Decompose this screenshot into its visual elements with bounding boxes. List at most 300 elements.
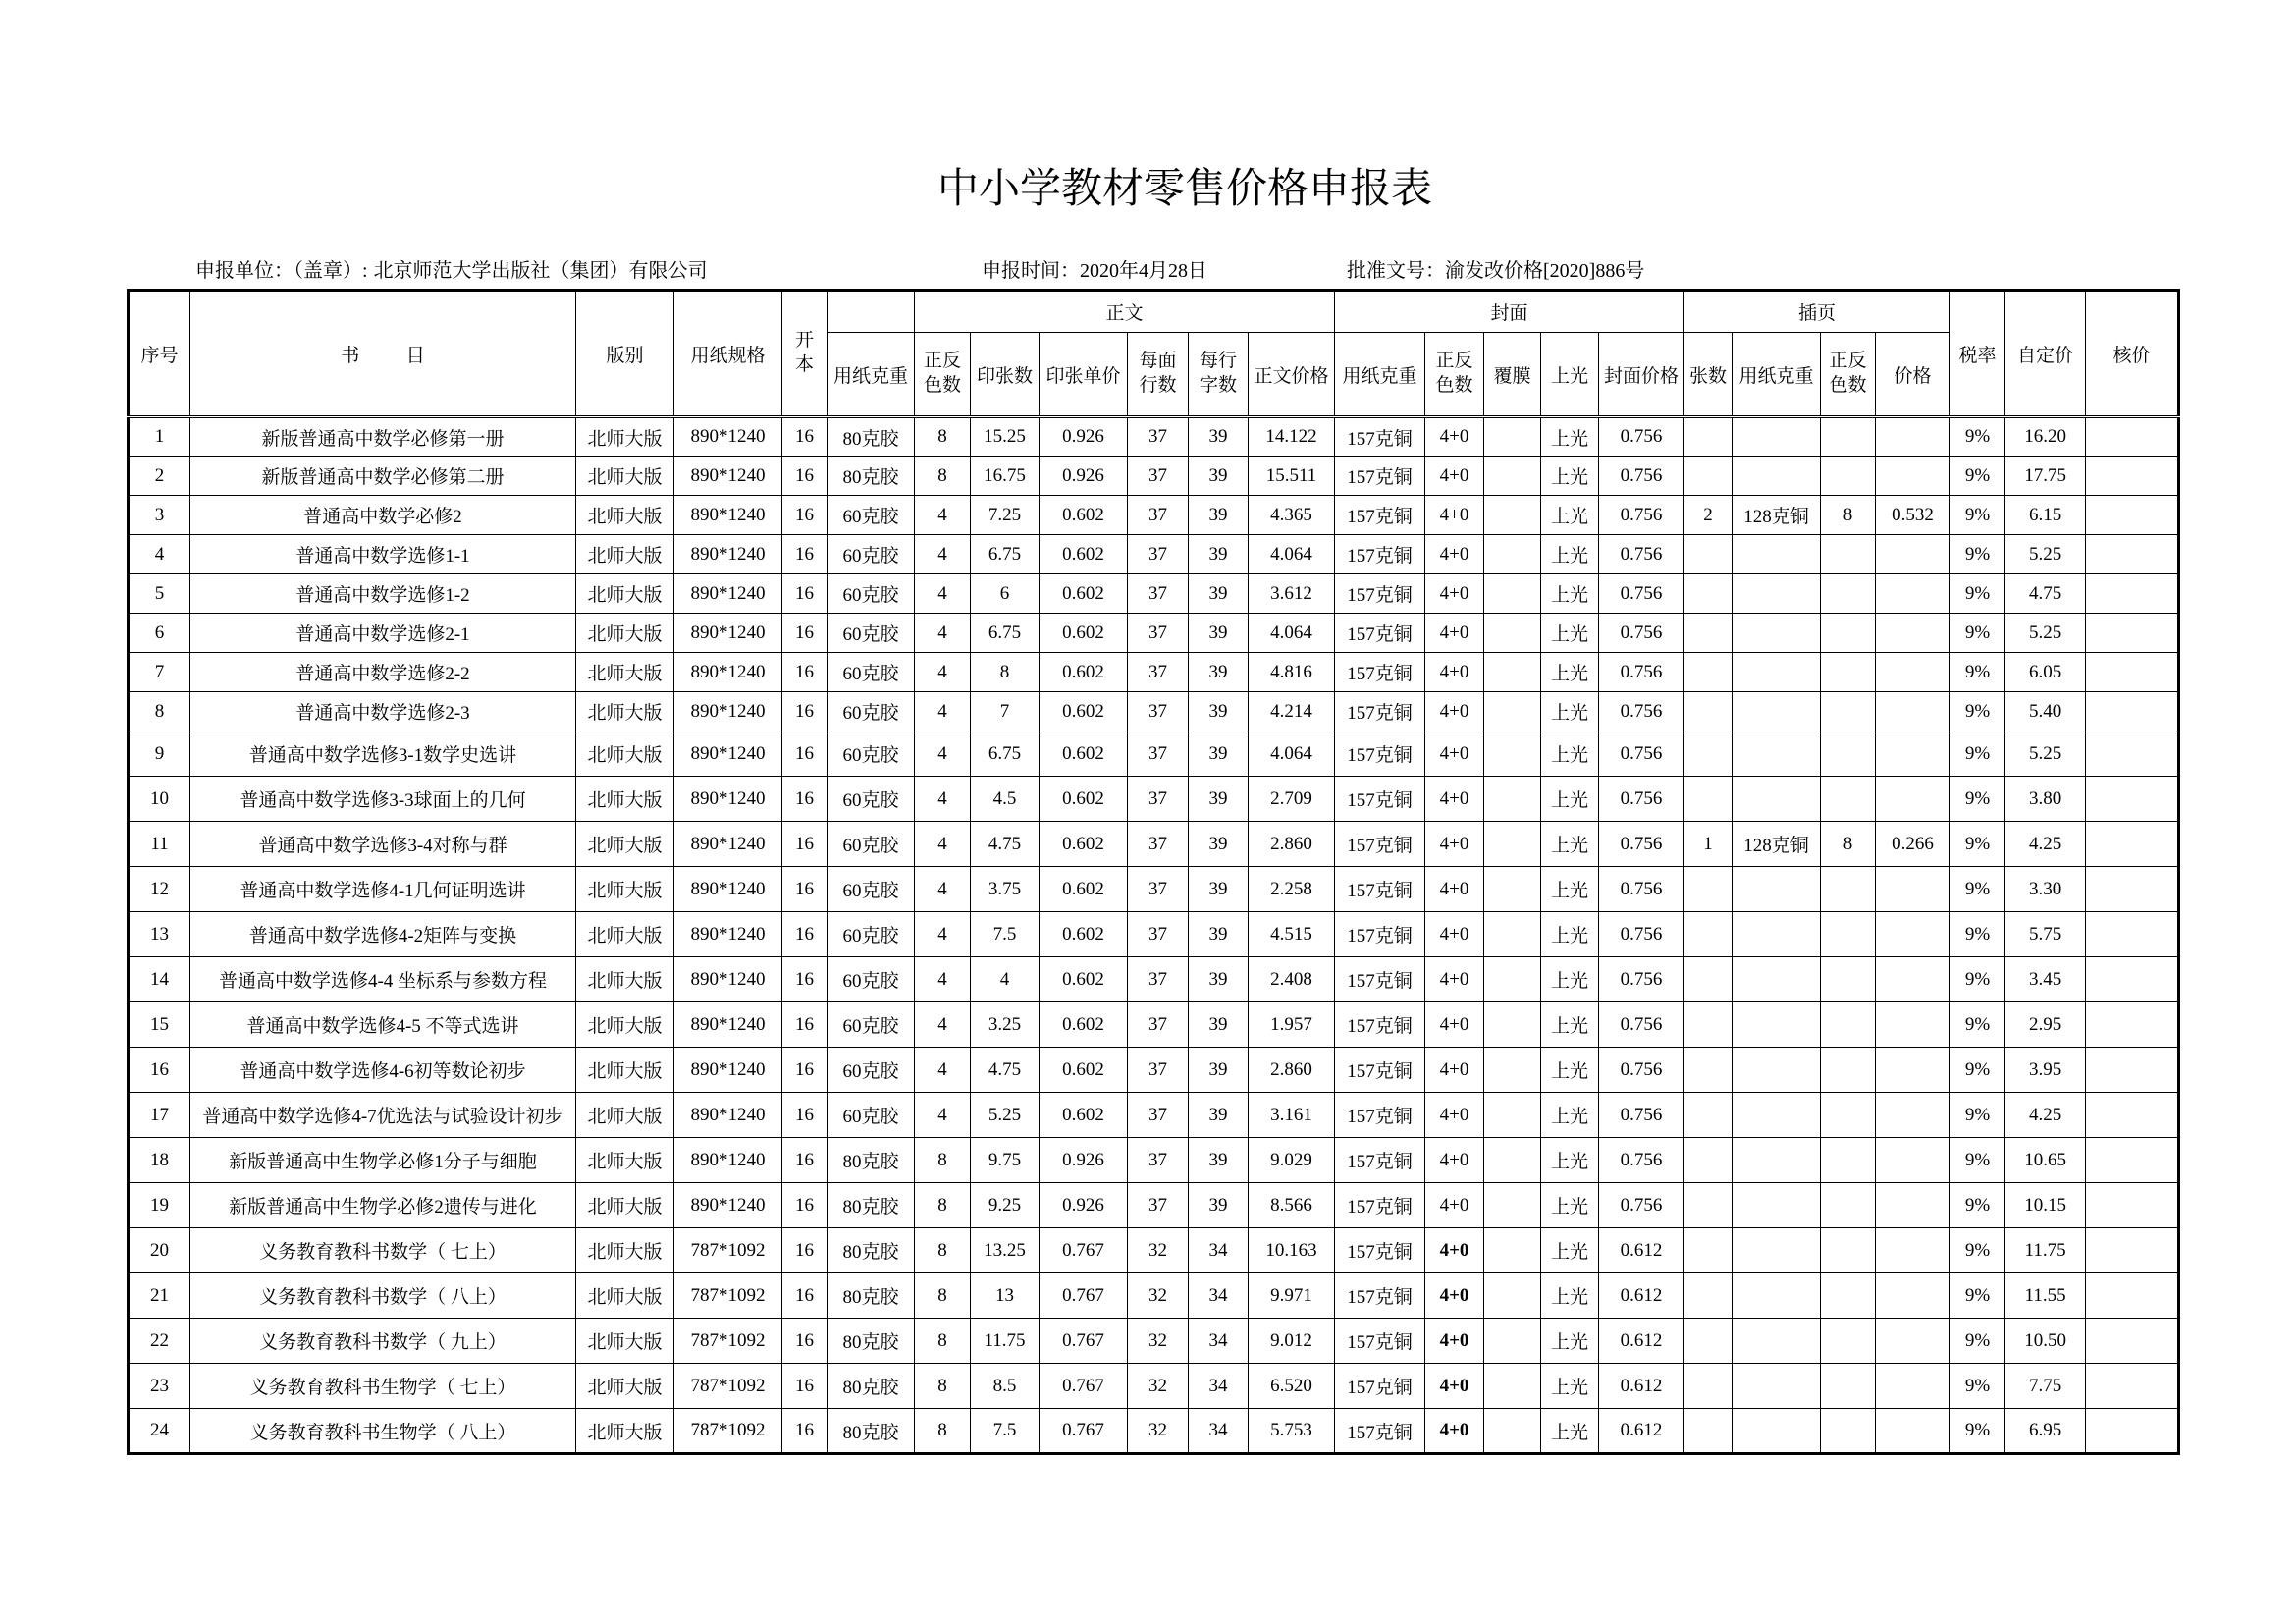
cell-insert-sheets xyxy=(1684,777,1733,822)
cell-book-title: 普通高中数学选修4-2矩阵与变换 xyxy=(190,912,576,957)
cell-format: 16 xyxy=(782,777,828,822)
cell-chars-per-line: 39 xyxy=(1189,574,1249,614)
table-row xyxy=(129,1048,2179,1093)
header-cover-paper-weight: 用纸克重 xyxy=(1335,333,1425,417)
cell-insert-price xyxy=(1876,457,1950,496)
cell-insert-paper-weight xyxy=(1733,614,1821,653)
cell-edition: 北师大版 xyxy=(576,1138,674,1183)
cell-cover-price: 0.756 xyxy=(1599,1138,1684,1183)
cell-text-price: 2.709 xyxy=(1249,777,1335,822)
cell-sheet-unit-price: 0.767 xyxy=(1040,1273,1128,1319)
cell-text-price: 4.816 xyxy=(1249,653,1335,692)
header-self-price xyxy=(2005,291,2086,417)
cell-paper-spec: 890*1240 xyxy=(674,731,782,777)
cell-checked-price xyxy=(2086,1273,2179,1319)
cell-edition: 北师大版 xyxy=(576,1002,674,1048)
cell-format: 16 xyxy=(782,692,828,731)
cell-seq: 9 xyxy=(129,731,190,777)
cell-tax-rate: 9% xyxy=(1950,496,2005,535)
cell-cover-price: 0.612 xyxy=(1599,1409,1684,1454)
cell-insert-colors xyxy=(1821,1048,1876,1093)
cell-paper-spec: 787*1092 xyxy=(674,1228,782,1273)
cell-lines-per-page: 37 xyxy=(1128,1138,1189,1183)
cell-self-price: 4.25 xyxy=(2005,822,2086,867)
cell-cover-colors: 4+0 xyxy=(1425,1002,1484,1048)
cell-edition: 北师大版 xyxy=(576,1364,674,1409)
cell-insert-colors xyxy=(1821,692,1876,731)
cell-chars-per-line: 39 xyxy=(1189,417,1249,457)
cell-sheet-unit-price: 0.926 xyxy=(1040,1183,1128,1228)
cell-varnish: 上光 xyxy=(1541,417,1599,457)
cell-chars-per-line: 39 xyxy=(1189,1093,1249,1138)
cell-tax-rate: 9% xyxy=(1950,777,2005,822)
header-group-text xyxy=(915,291,1335,333)
cell-self-price: 6.95 xyxy=(2005,1409,2086,1454)
cell-insert-paper-weight xyxy=(1733,731,1821,777)
cell-varnish: 上光 xyxy=(1541,822,1599,867)
cell-self-price: 2.95 xyxy=(2005,1002,2086,1048)
cell-cover-colors: 4+0 xyxy=(1425,574,1484,614)
header-text-paper-weight: 用纸克重 xyxy=(828,333,915,417)
cell-varnish: 上光 xyxy=(1541,1138,1599,1183)
cell-lines-per-page: 37 xyxy=(1128,777,1189,822)
cell-cover-price: 0.756 xyxy=(1599,777,1684,822)
header-insert-price: 价格 xyxy=(1876,333,1950,417)
cell-paper-spec: 787*1092 xyxy=(674,1273,782,1319)
cell-cover-paper-weight: 157克铜 xyxy=(1335,1228,1425,1273)
cell-self-price: 6.15 xyxy=(2005,496,2086,535)
cell-cover-price: 0.756 xyxy=(1599,1183,1684,1228)
cell-checked-price xyxy=(2086,457,2179,496)
cell-seq: 2 xyxy=(129,457,190,496)
cell-cover-colors: 4+0 xyxy=(1425,1048,1484,1093)
cell-text-price: 9.012 xyxy=(1249,1319,1335,1364)
cell-text-paper-weight: 60克胶 xyxy=(828,614,915,653)
cell-self-price: 5.25 xyxy=(2005,731,2086,777)
cell-insert-colors xyxy=(1821,574,1876,614)
cell-format: 16 xyxy=(782,1093,828,1138)
cell-lamination xyxy=(1484,867,1541,912)
cell-sheet-unit-price: 0.602 xyxy=(1040,574,1128,614)
cell-insert-sheets xyxy=(1684,731,1733,777)
cell-text-paper-weight: 80克胶 xyxy=(828,1138,915,1183)
cell-varnish: 上光 xyxy=(1541,867,1599,912)
cell-book-title: 新版普通高中数学必修第一册 xyxy=(190,417,576,457)
cell-insert-colors xyxy=(1821,1319,1876,1364)
cell-insert-sheets xyxy=(1684,1409,1733,1454)
header-group-insert xyxy=(1684,291,1950,333)
cell-text-price: 4.365 xyxy=(1249,496,1335,535)
cell-seq: 23 xyxy=(129,1364,190,1409)
cell-insert-sheets xyxy=(1684,867,1733,912)
cell-paper-spec: 890*1240 xyxy=(674,912,782,957)
cell-paper-spec: 890*1240 xyxy=(674,1002,782,1048)
table-row xyxy=(129,574,2179,614)
cell-sheet-count: 4.75 xyxy=(971,1048,1040,1093)
cell-sheet-count: 4.75 xyxy=(971,822,1040,867)
cell-self-price: 5.75 xyxy=(2005,912,2086,957)
cell-lamination xyxy=(1484,457,1541,496)
cell-varnish: 上光 xyxy=(1541,731,1599,777)
cell-insert-paper-weight xyxy=(1733,1319,1821,1364)
cell-book-title: 普通高中数学选修3-1数学史选讲 xyxy=(190,731,576,777)
cell-cover-colors: 4+0 xyxy=(1425,692,1484,731)
cell-text-colors: 4 xyxy=(915,535,971,574)
cell-edition: 北师大版 xyxy=(576,535,674,574)
cell-format: 16 xyxy=(782,1319,828,1364)
applicant-unit xyxy=(195,257,708,285)
cell-lines-per-page: 37 xyxy=(1128,957,1189,1002)
cell-cover-colors: 4+0 xyxy=(1425,1228,1484,1273)
header-seq xyxy=(129,291,190,417)
cell-lamination xyxy=(1484,1409,1541,1454)
cell-seq: 12 xyxy=(129,867,190,912)
cell-text-paper-weight: 60克胶 xyxy=(828,912,915,957)
cell-insert-colors xyxy=(1821,912,1876,957)
cell-insert-paper-weight xyxy=(1733,912,1821,957)
cell-chars-per-line: 39 xyxy=(1189,1183,1249,1228)
cell-sheet-count: 6.75 xyxy=(971,731,1040,777)
cell-chars-per-line: 39 xyxy=(1189,822,1249,867)
cell-insert-sheets xyxy=(1684,1093,1733,1138)
cell-text-colors: 4 xyxy=(915,822,971,867)
cell-insert-price xyxy=(1876,574,1950,614)
cell-cover-paper-weight: 157克铜 xyxy=(1335,1319,1425,1364)
cell-sheet-unit-price: 0.602 xyxy=(1040,496,1128,535)
cell-format: 16 xyxy=(782,417,828,457)
cell-insert-paper-weight xyxy=(1733,1273,1821,1319)
cell-insert-paper-weight xyxy=(1733,1183,1821,1228)
cell-checked-price xyxy=(2086,417,2179,457)
cell-insert-colors: 8 xyxy=(1821,822,1876,867)
cell-insert-paper-weight xyxy=(1733,1409,1821,1454)
cell-checked-price xyxy=(2086,822,2179,867)
cell-insert-sheets xyxy=(1684,1138,1733,1183)
cell-text-colors: 8 xyxy=(915,417,971,457)
cell-cover-paper-weight: 157克铜 xyxy=(1335,731,1425,777)
cell-checked-price xyxy=(2086,1002,2179,1048)
cell-text-paper-weight: 80克胶 xyxy=(828,1228,915,1273)
cell-tax-rate: 9% xyxy=(1950,574,2005,614)
cell-cover-paper-weight: 157克铜 xyxy=(1335,1364,1425,1409)
cell-text-colors: 8 xyxy=(915,1228,971,1273)
cell-insert-colors xyxy=(1821,1138,1876,1183)
cell-cover-colors: 4+0 xyxy=(1425,614,1484,653)
cell-checked-price xyxy=(2086,867,2179,912)
header-cover-colors xyxy=(1425,333,1484,417)
cell-insert-paper-weight xyxy=(1733,653,1821,692)
cell-sheet-unit-price: 0.602 xyxy=(1040,1048,1128,1093)
header-lines-per-page-label: 每面行数 xyxy=(1139,351,1177,396)
cell-paper-spec: 890*1240 xyxy=(674,692,782,731)
cell-cover-paper-weight: 157克铜 xyxy=(1335,457,1425,496)
header-insert-paper-weight: 用纸克重 xyxy=(1733,333,1821,417)
cell-checked-price xyxy=(2086,614,2179,653)
cell-format: 16 xyxy=(782,1183,828,1228)
cell-cover-colors: 4+0 xyxy=(1425,496,1484,535)
cell-text-paper-weight: 60克胶 xyxy=(828,496,915,535)
cell-sheet-unit-price: 0.602 xyxy=(1040,653,1128,692)
cell-chars-per-line: 39 xyxy=(1189,692,1249,731)
cell-sheet-count: 4 xyxy=(971,957,1040,1002)
cell-checked-price xyxy=(2086,496,2179,535)
cell-insert-sheets: 1 xyxy=(1684,822,1733,867)
cell-book-title: 义务教育教科书数学（ 八上） xyxy=(190,1273,576,1319)
applicant-unit-value: 北京师范大学出版社（集团）有限公司 xyxy=(373,260,708,282)
header-group-text-label: 正文 xyxy=(1105,303,1144,324)
cell-cover-paper-weight: 157克铜 xyxy=(1335,653,1425,692)
cell-format: 16 xyxy=(782,1273,828,1319)
cell-text-price: 15.511 xyxy=(1249,457,1335,496)
header-checked-price-label: 核价 xyxy=(2112,345,2151,366)
cell-paper-spec: 787*1092 xyxy=(674,1409,782,1454)
cell-book-title: 普通高中数学选修2-3 xyxy=(190,692,576,731)
header-sheet-unit-price: 印张单价 xyxy=(1040,333,1128,417)
cell-sheet-count: 3.25 xyxy=(971,1002,1040,1048)
table-row xyxy=(129,1002,2179,1048)
cell-sheet-unit-price: 0.602 xyxy=(1040,1093,1128,1138)
cell-lamination xyxy=(1484,692,1541,731)
cell-tax-rate: 9% xyxy=(1950,1273,2005,1319)
cell-text-colors: 8 xyxy=(915,1183,971,1228)
header-blank-cell xyxy=(828,291,915,333)
cell-lamination xyxy=(1484,1138,1541,1183)
cell-cover-price: 0.756 xyxy=(1599,1002,1684,1048)
cell-sheet-count: 13 xyxy=(971,1273,1040,1319)
cell-insert-colors xyxy=(1821,417,1876,457)
cell-text-paper-weight: 60克胶 xyxy=(828,1048,915,1093)
approval-number xyxy=(1347,257,1644,285)
cell-cover-paper-weight: 157克铜 xyxy=(1335,535,1425,574)
cell-paper-spec: 890*1240 xyxy=(674,496,782,535)
cell-text-price: 6.520 xyxy=(1249,1364,1335,1409)
cell-text-paper-weight: 60克胶 xyxy=(828,1002,915,1048)
cell-checked-price xyxy=(2086,653,2179,692)
cell-cover-price: 0.756 xyxy=(1599,731,1684,777)
page-title: 中小学教材零售价格申报表 xyxy=(936,164,1432,212)
cell-seq: 19 xyxy=(129,1183,190,1228)
cell-lines-per-page: 32 xyxy=(1128,1409,1189,1454)
table-row xyxy=(129,692,2179,731)
cell-lines-per-page: 37 xyxy=(1128,457,1189,496)
cell-lines-per-page: 37 xyxy=(1128,1002,1189,1048)
cell-insert-price xyxy=(1876,692,1950,731)
cell-self-price: 5.25 xyxy=(2005,614,2086,653)
cell-sheet-unit-price: 0.602 xyxy=(1040,912,1128,957)
cell-text-paper-weight: 60克胶 xyxy=(828,535,915,574)
header-chars-per-line xyxy=(1189,333,1249,417)
cell-sheet-unit-price: 0.602 xyxy=(1040,777,1128,822)
cell-sheet-count: 15.25 xyxy=(971,417,1040,457)
cell-self-price: 7.75 xyxy=(2005,1364,2086,1409)
cell-book-title: 义务教育教科书生物学（ 七上） xyxy=(190,1364,576,1409)
cell-insert-paper-weight xyxy=(1733,777,1821,822)
cell-book-title: 普通高中数学选修3-4对称与群 xyxy=(190,822,576,867)
table-row xyxy=(129,822,2179,867)
cell-format: 16 xyxy=(782,912,828,957)
cell-checked-price xyxy=(2086,692,2179,731)
cell-text-price: 4.515 xyxy=(1249,912,1335,957)
cell-sheet-unit-price: 0.926 xyxy=(1040,457,1128,496)
report-date-value: 2020年4月28日 xyxy=(1080,260,1207,282)
cell-sheet-count: 6.75 xyxy=(971,535,1040,574)
cell-self-price: 10.50 xyxy=(2005,1319,2086,1364)
cell-format: 16 xyxy=(782,1048,828,1093)
cell-lamination xyxy=(1484,912,1541,957)
cell-chars-per-line: 39 xyxy=(1189,535,1249,574)
cell-cover-price: 0.756 xyxy=(1599,496,1684,535)
cell-seq: 11 xyxy=(129,822,190,867)
cell-cover-price: 0.756 xyxy=(1599,822,1684,867)
cell-text-paper-weight: 60克胶 xyxy=(828,731,915,777)
cell-sheet-unit-price: 0.602 xyxy=(1040,614,1128,653)
cell-edition: 北师大版 xyxy=(576,777,674,822)
cell-insert-paper-weight xyxy=(1733,867,1821,912)
cell-insert-sheets xyxy=(1684,1183,1733,1228)
cell-seq: 21 xyxy=(129,1273,190,1319)
cell-edition: 北师大版 xyxy=(576,417,674,457)
cell-insert-sheets xyxy=(1684,1273,1733,1319)
cell-insert-colors xyxy=(1821,731,1876,777)
header-insert-colors-label: 正反色数 xyxy=(1829,351,1867,396)
cell-lamination xyxy=(1484,653,1541,692)
cell-tax-rate: 9% xyxy=(1950,912,2005,957)
cell-insert-paper-weight: 128克铜 xyxy=(1733,822,1821,867)
cell-sheet-count: 7 xyxy=(971,692,1040,731)
cell-cover-colors: 4+0 xyxy=(1425,1319,1484,1364)
cell-text-colors: 8 xyxy=(915,1273,971,1319)
cell-cover-price: 0.612 xyxy=(1599,1228,1684,1273)
cell-book-title: 普通高中数学选修4-6初等数论初步 xyxy=(190,1048,576,1093)
cell-text-colors: 4 xyxy=(915,692,971,731)
cell-sheet-count: 9.25 xyxy=(971,1183,1040,1228)
cell-lines-per-page: 32 xyxy=(1128,1273,1189,1319)
table-body xyxy=(129,417,2179,1454)
cell-insert-sheets xyxy=(1684,417,1733,457)
cell-insert-price xyxy=(1876,614,1950,653)
cell-lines-per-page: 37 xyxy=(1128,653,1189,692)
cell-paper-spec: 890*1240 xyxy=(674,1048,782,1093)
cell-insert-sheets xyxy=(1684,1319,1733,1364)
cell-insert-paper-weight xyxy=(1733,1048,1821,1093)
cell-text-price: 14.122 xyxy=(1249,417,1335,457)
cell-text-colors: 4 xyxy=(915,867,971,912)
cell-cover-paper-weight: 157克铜 xyxy=(1335,1409,1425,1454)
header-chars-per-line-label: 每行字数 xyxy=(1199,351,1237,396)
cell-format: 16 xyxy=(782,614,828,653)
cell-lamination xyxy=(1484,777,1541,822)
cell-insert-price xyxy=(1876,535,1950,574)
cell-seq: 24 xyxy=(129,1409,190,1454)
cell-book-title: 新版普通高中生物学必修1分子与细胞 xyxy=(190,1138,576,1183)
cell-cover-paper-weight: 157克铜 xyxy=(1335,867,1425,912)
cell-lines-per-page: 37 xyxy=(1128,867,1189,912)
cell-checked-price xyxy=(2086,1093,2179,1138)
cell-text-price: 3.612 xyxy=(1249,574,1335,614)
cell-cover-colors: 4+0 xyxy=(1425,1409,1484,1454)
cell-insert-colors xyxy=(1821,1409,1876,1454)
header-insert-sheets: 张数 xyxy=(1684,333,1733,417)
cell-cover-price: 0.756 xyxy=(1599,535,1684,574)
cell-checked-price xyxy=(2086,957,2179,1002)
cell-cover-paper-weight: 157克铜 xyxy=(1335,496,1425,535)
cell-text-colors: 4 xyxy=(915,1002,971,1048)
cell-cover-colors: 4+0 xyxy=(1425,912,1484,957)
cell-edition: 北师大版 xyxy=(576,822,674,867)
cell-edition: 北师大版 xyxy=(576,1319,674,1364)
header-book-title xyxy=(190,291,576,417)
header-self-price-label: 自定价 xyxy=(2017,345,2074,366)
cell-tax-rate: 9% xyxy=(1950,822,2005,867)
cell-lamination xyxy=(1484,957,1541,1002)
cell-chars-per-line: 39 xyxy=(1189,1048,1249,1093)
cell-tax-rate: 9% xyxy=(1950,1093,2005,1138)
table-row xyxy=(129,1093,2179,1138)
cell-varnish: 上光 xyxy=(1541,777,1599,822)
cell-seq: 17 xyxy=(129,1093,190,1138)
cell-insert-price xyxy=(1876,1183,1950,1228)
cell-lines-per-page: 37 xyxy=(1128,496,1189,535)
header-checked-price xyxy=(2086,291,2179,417)
header-tax-rate-label: 税率 xyxy=(1958,345,1997,366)
cell-book-title: 普通高中数学选修4-4 坐标系与参数方程 xyxy=(190,957,576,1002)
cell-insert-sheets: 2 xyxy=(1684,496,1733,535)
cell-lines-per-page: 37 xyxy=(1128,692,1189,731)
cell-cover-paper-weight: 157克铜 xyxy=(1335,1138,1425,1183)
cell-edition: 北师大版 xyxy=(576,692,674,731)
cell-insert-price xyxy=(1876,731,1950,777)
cell-checked-price xyxy=(2086,1048,2179,1093)
cell-cover-price: 0.612 xyxy=(1599,1319,1684,1364)
cell-paper-spec: 890*1240 xyxy=(674,653,782,692)
cell-self-price: 5.25 xyxy=(2005,535,2086,574)
table-row xyxy=(129,653,2179,692)
cell-text-paper-weight: 80克胶 xyxy=(828,1273,915,1319)
cell-varnish: 上光 xyxy=(1541,496,1599,535)
cell-text-colors: 4 xyxy=(915,496,971,535)
cell-cover-price: 0.756 xyxy=(1599,653,1684,692)
cell-insert-sheets xyxy=(1684,1002,1733,1048)
cell-book-title: 新版普通高中生物学必修2遗传与进化 xyxy=(190,1183,576,1228)
cell-cover-paper-weight: 157克铜 xyxy=(1335,912,1425,957)
cell-insert-colors: 8 xyxy=(1821,496,1876,535)
cell-cover-paper-weight: 157克铜 xyxy=(1335,614,1425,653)
header-format xyxy=(782,291,828,417)
cell-lamination xyxy=(1484,417,1541,457)
cell-book-title: 普通高中数学选修1-1 xyxy=(190,535,576,574)
header-cover-price: 封面价格 xyxy=(1599,333,1684,417)
cell-text-price: 2.408 xyxy=(1249,957,1335,1002)
cell-format: 16 xyxy=(782,1228,828,1273)
cell-text-price: 4.214 xyxy=(1249,692,1335,731)
cell-chars-per-line: 39 xyxy=(1189,731,1249,777)
cell-insert-paper-weight xyxy=(1733,535,1821,574)
cell-sheet-unit-price: 0.926 xyxy=(1040,1138,1128,1183)
cell-cover-paper-weight: 157克铜 xyxy=(1335,692,1425,731)
table-row xyxy=(129,1138,2179,1183)
cell-edition: 北师大版 xyxy=(576,1093,674,1138)
cell-text-colors: 8 xyxy=(915,1364,971,1409)
cell-book-title: 义务教育教科书数学（ 九上） xyxy=(190,1319,576,1364)
cell-text-paper-weight: 60克胶 xyxy=(828,653,915,692)
cell-tax-rate: 9% xyxy=(1950,1138,2005,1183)
cell-insert-colors xyxy=(1821,867,1876,912)
table-header xyxy=(129,291,2179,417)
cell-insert-sheets xyxy=(1684,1228,1733,1273)
cell-insert-colors xyxy=(1821,1228,1876,1273)
cell-insert-price xyxy=(1876,1093,1950,1138)
cell-cover-price: 0.756 xyxy=(1599,574,1684,614)
